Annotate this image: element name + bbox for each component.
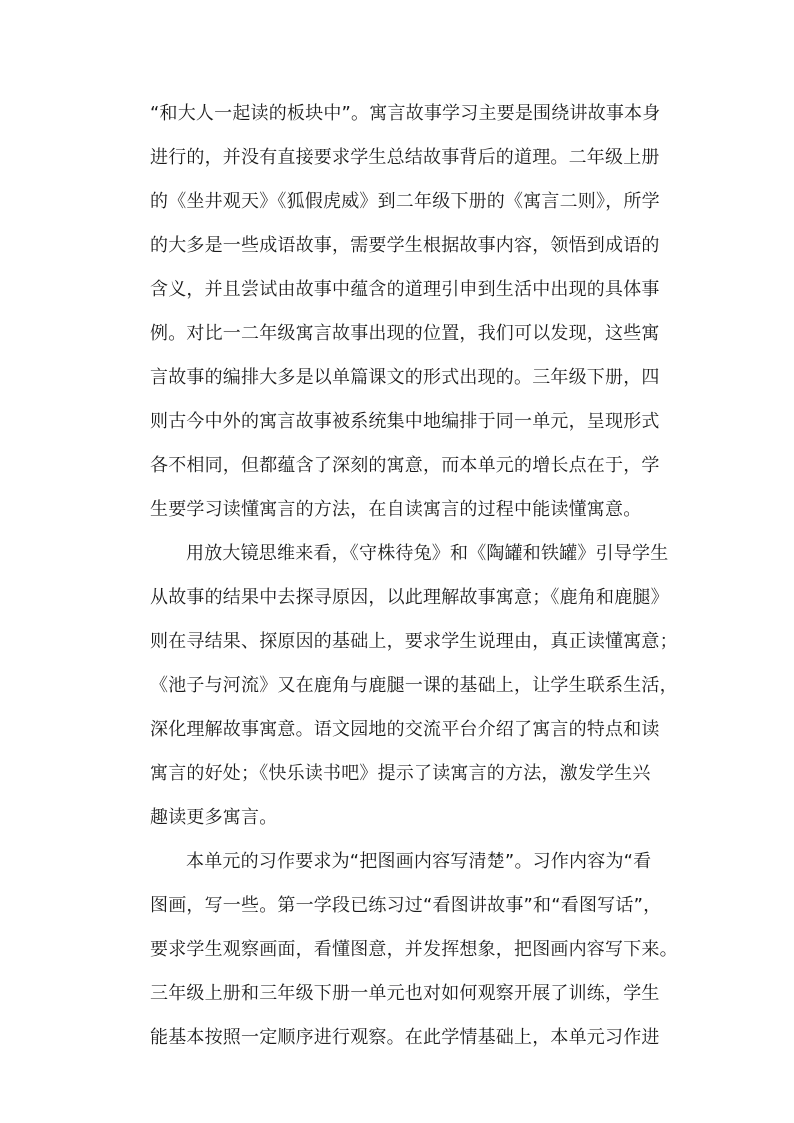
- text-line: 要求学生观察画面，看懂图意，并发挥想象，把图画内容写下来。: [150, 939, 678, 960]
- text-line: 则在寻结果、探原因的基础上，要求学生说理由，真正读懂寓意；: [150, 631, 678, 652]
- text-line: 从故事的结果中去探寻原因，以此理解故事寓意；《鹿角和鹿腿》: [150, 587, 669, 608]
- text-line: 能基本按照一定顺序进行观察。在此学情基础上，本单元习作进: [150, 1027, 660, 1048]
- text-line: 用放大镜思维来看，《守株待兔》和《陶罐和铁罐》引导学生: [186, 543, 669, 564]
- text-line: 则古今中外的寓言故事被系统集中地编排于同一单元，呈现形式: [150, 411, 660, 432]
- text-line: 寓言的好处；《快乐读书吧》提示了读寓言的方法，激发学生兴: [150, 763, 651, 784]
- text-line: 图画，写一些。第一学段已练习过“看图讲故事”和“看图写话”，: [150, 895, 662, 916]
- text-line: 三年级上册和三年级下册一单元也对如何观察开展了训练，学生: [150, 983, 660, 1004]
- text-line: 的《坐井观天》《狐假虎威》到二年级下册的《寓言二则》，所学: [150, 191, 660, 212]
- text-line: 含义，并且尝试由故事中蕴含的道理引申到生活中出现的具体事: [150, 279, 660, 300]
- text-line: 例。对比一二年级寓言故事出现的位置，我们可以发现，这些寓: [150, 323, 660, 344]
- text-line: “和大人一起读的板块中”。寓言故事学习主要是围绕讲故事本身: [150, 103, 661, 124]
- text-line: 《池子与河流》又在鹿角与鹿腿一课的基础上，让学生联系生活，: [150, 675, 678, 696]
- text-line: 趣读更多寓言。: [150, 807, 278, 828]
- text-line: 深化理解故事寓意。语文园地的交流平台介绍了寓言的特点和读: [150, 719, 660, 740]
- text-line: 本单元的习作要求为“把图画内容写清楚”。习作内容为“看: [186, 851, 652, 872]
- text-line: 的大多是一些成语故事，需要学生根据故事内容，领悟到成语的: [150, 235, 660, 256]
- text-line: 进行的，并没有直接要求学生总结故事背后的道理。二年级上册: [150, 147, 660, 168]
- text-line: 生要学习读懂寓言的方法，在自读寓言的过程中能读懂寓意。: [150, 499, 642, 520]
- text-line: 言故事的编排大多是以单篇课文的形式出现的。三年级下册，四: [150, 367, 660, 388]
- text-line: 各不相同，但都蕴含了深刻的寓意，而本单元的增长点在于，学: [150, 455, 660, 476]
